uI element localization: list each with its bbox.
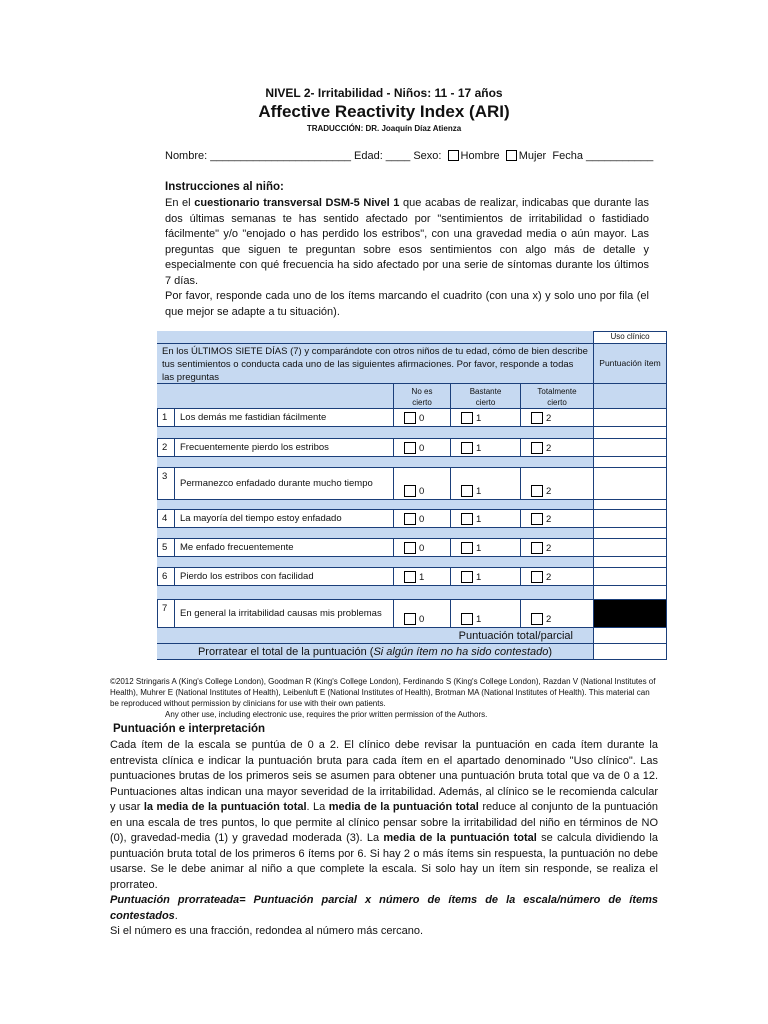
row-separator bbox=[157, 427, 594, 439]
answer-checkbox[interactable] bbox=[461, 613, 473, 625]
score-separator bbox=[594, 586, 667, 600]
item-number: 6 bbox=[157, 568, 175, 586]
item-number: 1 bbox=[157, 409, 175, 427]
formula-end: . bbox=[174, 909, 178, 922]
item-score-cell[interactable] bbox=[594, 510, 667, 528]
mujer-label: Mujer bbox=[518, 150, 547, 162]
row-separator bbox=[157, 557, 594, 568]
item-score-cell[interactable] bbox=[594, 439, 667, 457]
row-separator bbox=[157, 500, 594, 510]
item-option-totalmente-cierto[interactable] bbox=[521, 568, 594, 586]
answer-checkbox[interactable] bbox=[404, 412, 416, 424]
option-value: 2 bbox=[546, 443, 552, 454]
scoring-bold: media de la puntuación total bbox=[383, 832, 537, 844]
option-value: 2 bbox=[546, 413, 552, 424]
scoring-bold: media de la puntuación total bbox=[328, 801, 479, 813]
option-value: 0 bbox=[419, 443, 425, 454]
demographics-line bbox=[165, 150, 653, 162]
option-value: 1 bbox=[476, 572, 482, 583]
table-prompt: En los ÚLTIMOS SIETE DÍAS (7) y comparándote con otros niños de tu edad, cómo de bien describe tus sentimientos o conducta cada uno de las siguientes afirmaciones. Por favor, responde a todas las preguntas bbox=[157, 344, 594, 384]
scoring-bold: la media de la puntuación total bbox=[143, 801, 307, 813]
row-separator bbox=[157, 586, 594, 600]
item-option-no-es-cierto[interactable] bbox=[394, 439, 451, 457]
item-option-bastante-cierto[interactable] bbox=[451, 409, 521, 427]
score-separator bbox=[594, 557, 667, 568]
item-7-score-blocked-cell bbox=[594, 600, 667, 628]
answer-checkbox[interactable] bbox=[404, 513, 416, 525]
item-number: 2 bbox=[157, 439, 175, 457]
answer-checkbox[interactable] bbox=[531, 513, 543, 525]
instructions-paragraph-2: Por favor, responde cada uno de los ítems marcando el cuadrito (con una x) y solo uno por fila (el que mejor se adapte a tu situación). bbox=[165, 290, 649, 318]
formula-text: Puntuación prorrateada= Puntuación parcial x número de ítems de la escala/número de ítems contestados bbox=[110, 894, 658, 922]
scoring-text: . La bbox=[306, 801, 329, 813]
answer-checkbox[interactable] bbox=[461, 513, 473, 525]
scale-title: Affective Reactivity Index (ARI) bbox=[258, 102, 510, 121]
option-value: 1 bbox=[419, 572, 425, 583]
answer-checkbox[interactable] bbox=[531, 571, 543, 583]
scoring-text: reduce al conjunto de la puntuación en una escala de tres puntos, lo que permite al clínico pensar sobre la irritabilidad del niño en términos de NO (0), gravedad-media (1) y gravedad moderada (3). La bbox=[110, 801, 658, 844]
prorratear-score-cell[interactable] bbox=[594, 644, 667, 660]
item-option-totalmente-cierto[interactable] bbox=[521, 510, 594, 528]
scoring-paragraph bbox=[110, 738, 658, 893]
item-option-no-es-cierto[interactable] bbox=[394, 468, 451, 500]
item-option-totalmente-cierto[interactable] bbox=[521, 600, 594, 628]
item-text: Los demás me fastidian fácilmente bbox=[175, 409, 394, 427]
col-header-score-blank bbox=[594, 384, 667, 409]
row-separator bbox=[157, 528, 594, 539]
score-separator bbox=[594, 500, 667, 510]
instructions-body bbox=[165, 196, 649, 320]
item-text: Me enfado frecuentemente bbox=[175, 539, 394, 557]
total-parcial-score-cell[interactable] bbox=[594, 628, 667, 644]
option-value: 2 bbox=[546, 572, 552, 583]
answer-checkbox[interactable] bbox=[404, 442, 416, 454]
answer-checkbox[interactable] bbox=[531, 542, 543, 554]
col-header-no-es-cierto: No es cierto bbox=[394, 384, 451, 409]
item-option-totalmente-cierto[interactable] bbox=[521, 539, 594, 557]
item-score-cell[interactable] bbox=[594, 539, 667, 557]
option-value: 0 bbox=[419, 486, 425, 497]
instructions-title: Instrucciones al niño: bbox=[165, 181, 284, 193]
prorratear-text-end: ) bbox=[548, 645, 553, 658]
item-number: 5 bbox=[157, 539, 175, 557]
item-option-totalmente-cierto[interactable] bbox=[521, 439, 594, 457]
answer-checkbox[interactable] bbox=[404, 571, 416, 583]
item-number: 4 bbox=[157, 510, 175, 528]
item-option-no-es-cierto[interactable] bbox=[394, 539, 451, 557]
ari-table bbox=[157, 331, 667, 660]
level-title: NIVEL 2- Irritabilidad - Niños: 11 - 17 años bbox=[265, 86, 503, 100]
option-value: 0 bbox=[419, 614, 425, 625]
item-option-bastante-cierto[interactable] bbox=[451, 510, 521, 528]
option-value: 2 bbox=[546, 486, 552, 497]
scoring-formula bbox=[110, 893, 658, 924]
item-option-bastante-cierto[interactable] bbox=[451, 439, 521, 457]
item-score-cell[interactable] bbox=[594, 468, 667, 500]
item-text: Pierdo los estribos con facilidad bbox=[175, 568, 394, 586]
option-value: 1 bbox=[476, 514, 482, 525]
option-value: 2 bbox=[546, 514, 552, 525]
answer-checkbox[interactable] bbox=[461, 442, 473, 454]
hombre-checkbox[interactable] bbox=[448, 150, 459, 161]
prorratear-text: Prorratear el total de la puntuación ( bbox=[197, 645, 374, 658]
score-separator bbox=[594, 528, 667, 539]
option-value: 1 bbox=[476, 543, 482, 554]
instr-text: En el bbox=[165, 197, 195, 209]
item-option-totalmente-cierto[interactable] bbox=[521, 409, 594, 427]
option-value: 2 bbox=[546, 614, 552, 625]
row-separator bbox=[157, 457, 594, 468]
copyright-notice bbox=[110, 676, 658, 720]
item-option-bastante-cierto[interactable] bbox=[451, 468, 521, 500]
item-text: Permanezco enfadado durante mucho tiempo bbox=[175, 468, 394, 500]
header-strip bbox=[157, 331, 594, 344]
answer-checkbox[interactable] bbox=[404, 542, 416, 554]
translation-credit: TRADUCCIÓN: DR. Joaquín Díaz Atienza bbox=[306, 124, 462, 133]
instructions-paragraph-1 bbox=[165, 196, 649, 289]
col-header-blank bbox=[157, 384, 394, 409]
scoring-body bbox=[110, 738, 658, 940]
col-header-bastante-cierto: Bastante cierto bbox=[451, 384, 521, 409]
answer-checkbox[interactable] bbox=[404, 485, 416, 497]
option-value: 2 bbox=[546, 543, 552, 554]
score-separator bbox=[594, 457, 667, 468]
item-score-cell[interactable] bbox=[594, 409, 667, 427]
mujer-checkbox[interactable] bbox=[506, 150, 517, 161]
answer-checkbox[interactable] bbox=[531, 442, 543, 454]
item-text: La mayoría del tiempo estoy enfadado bbox=[175, 510, 394, 528]
option-value: 1 bbox=[476, 443, 482, 454]
answer-checkbox[interactable] bbox=[531, 613, 543, 625]
answer-checkbox[interactable] bbox=[461, 485, 473, 497]
item-option-bastante-cierto[interactable] bbox=[451, 539, 521, 557]
item-text: Frecuentemente pierdo los estribos bbox=[175, 439, 394, 457]
item-option-no-es-cierto[interactable] bbox=[394, 568, 451, 586]
option-value: 0 bbox=[419, 413, 425, 424]
item-option-no-es-cierto[interactable] bbox=[394, 600, 451, 628]
answer-checkbox[interactable] bbox=[461, 571, 473, 583]
copyright-authors: ©2012 Stringaris A (King's College London), Goodman R (King's College London), Ferdinando S (King's College London), Razdan V (National Institutes of Health), Muhrer E (National Institutes of Health), Leibenluft E (National Institutes of Health), Brotman MA (National Institutes of Health). This material can be reproduced without permission by clinicians for use with their own patients. bbox=[110, 677, 656, 708]
scoring-text: se calcula dividiendo la puntuación bruta total de los primeros 6 ítems por 6. Si hay 2 o más ítems sin respuesta, la puntuación no debe usarse. Se le debe animar al niño a que complete la escala. Si solo hay un ítem sin responde, se realiza el prorrateo. bbox=[110, 832, 658, 891]
item-number: 7 bbox=[157, 600, 175, 628]
prorratear-italic: Si algún ítem no ha sido contestado bbox=[373, 645, 549, 658]
option-value: 0 bbox=[419, 543, 425, 554]
item-number: 3 bbox=[157, 468, 175, 500]
scoring-title: Puntuación e interpretación bbox=[113, 723, 266, 735]
nombre-edad-sexo-label: Nombre: _______________________ Edad: ____ Sexo: bbox=[165, 150, 442, 162]
answer-checkbox[interactable] bbox=[531, 485, 543, 497]
scoring-text: Cada ítem de la escala se puntúa de 0 a 2. El clínico debe revisar la puntuación en cada ítem durante la entrevista clínica e indicar la puntuación bruta para cada ítem en el apartado denominado "Uso clínico". Las puntuaciones brutas de los primeros seis se asumen para obtener una puntuación bruta total que va de 0 a 12. Puntuaciones altas indican una mayor severidad de la irritabilidad. Además, al clínico se le recomienda calcular y usar bbox=[110, 739, 658, 813]
item-option-bastante-cierto[interactable] bbox=[451, 600, 521, 628]
total-parcial-label: Puntuación total/parcial bbox=[157, 628, 594, 644]
option-value: 1 bbox=[476, 486, 482, 497]
scoring-rounding: Si el número es una fracción, redondea al número más cercano. bbox=[110, 925, 424, 937]
option-value: 1 bbox=[476, 614, 482, 625]
prorratear-label bbox=[157, 644, 594, 660]
item-option-no-es-cierto[interactable] bbox=[394, 409, 451, 427]
answer-checkbox[interactable] bbox=[461, 412, 473, 424]
item-text: En general la irritabilidad causas mis problemas bbox=[175, 600, 394, 628]
item-option-totalmente-cierto[interactable] bbox=[521, 468, 594, 500]
fecha-label: Fecha ___________ bbox=[552, 150, 654, 162]
item-score-cell[interactable] bbox=[594, 568, 667, 586]
answer-checkbox[interactable] bbox=[531, 412, 543, 424]
col-header-totalmente-cierto: Totalmente cierto bbox=[521, 384, 594, 409]
option-value: 0 bbox=[419, 514, 425, 525]
item-option-bastante-cierto[interactable] bbox=[451, 568, 521, 586]
option-value: 1 bbox=[476, 413, 482, 424]
score-separator bbox=[594, 427, 667, 439]
uso-clinico-header: Uso clínico bbox=[594, 331, 667, 344]
answer-checkbox[interactable] bbox=[404, 613, 416, 625]
item-option-no-es-cierto[interactable] bbox=[394, 510, 451, 528]
answer-checkbox[interactable] bbox=[461, 542, 473, 554]
puntuacion-item-header: Puntuación ítem bbox=[594, 344, 667, 384]
copyright-restriction: Any other use, including electronic use, requires the prior written permission of the Authors. bbox=[165, 710, 488, 719]
hombre-label: Hombre bbox=[460, 150, 500, 162]
instr-bold: cuestionario transversal DSM-5 Nivel 1 bbox=[194, 197, 400, 209]
instr-text: que acabas de realizar, indicabas que durante las dos últimas semanas te has sentido afectado por "sentimientos de irritabilidad o fastidiado fácilmente" y/o "enojado o has perdido los estribos", con una gravedad media o aún mayor. Las preguntas que siguen te preguntan sobre esos sentimientos con algo más de detalle y especialmente con qué frecuencia ha sido afectado por una serie de síntomas durante los últimos 7 días. bbox=[165, 197, 649, 287]
